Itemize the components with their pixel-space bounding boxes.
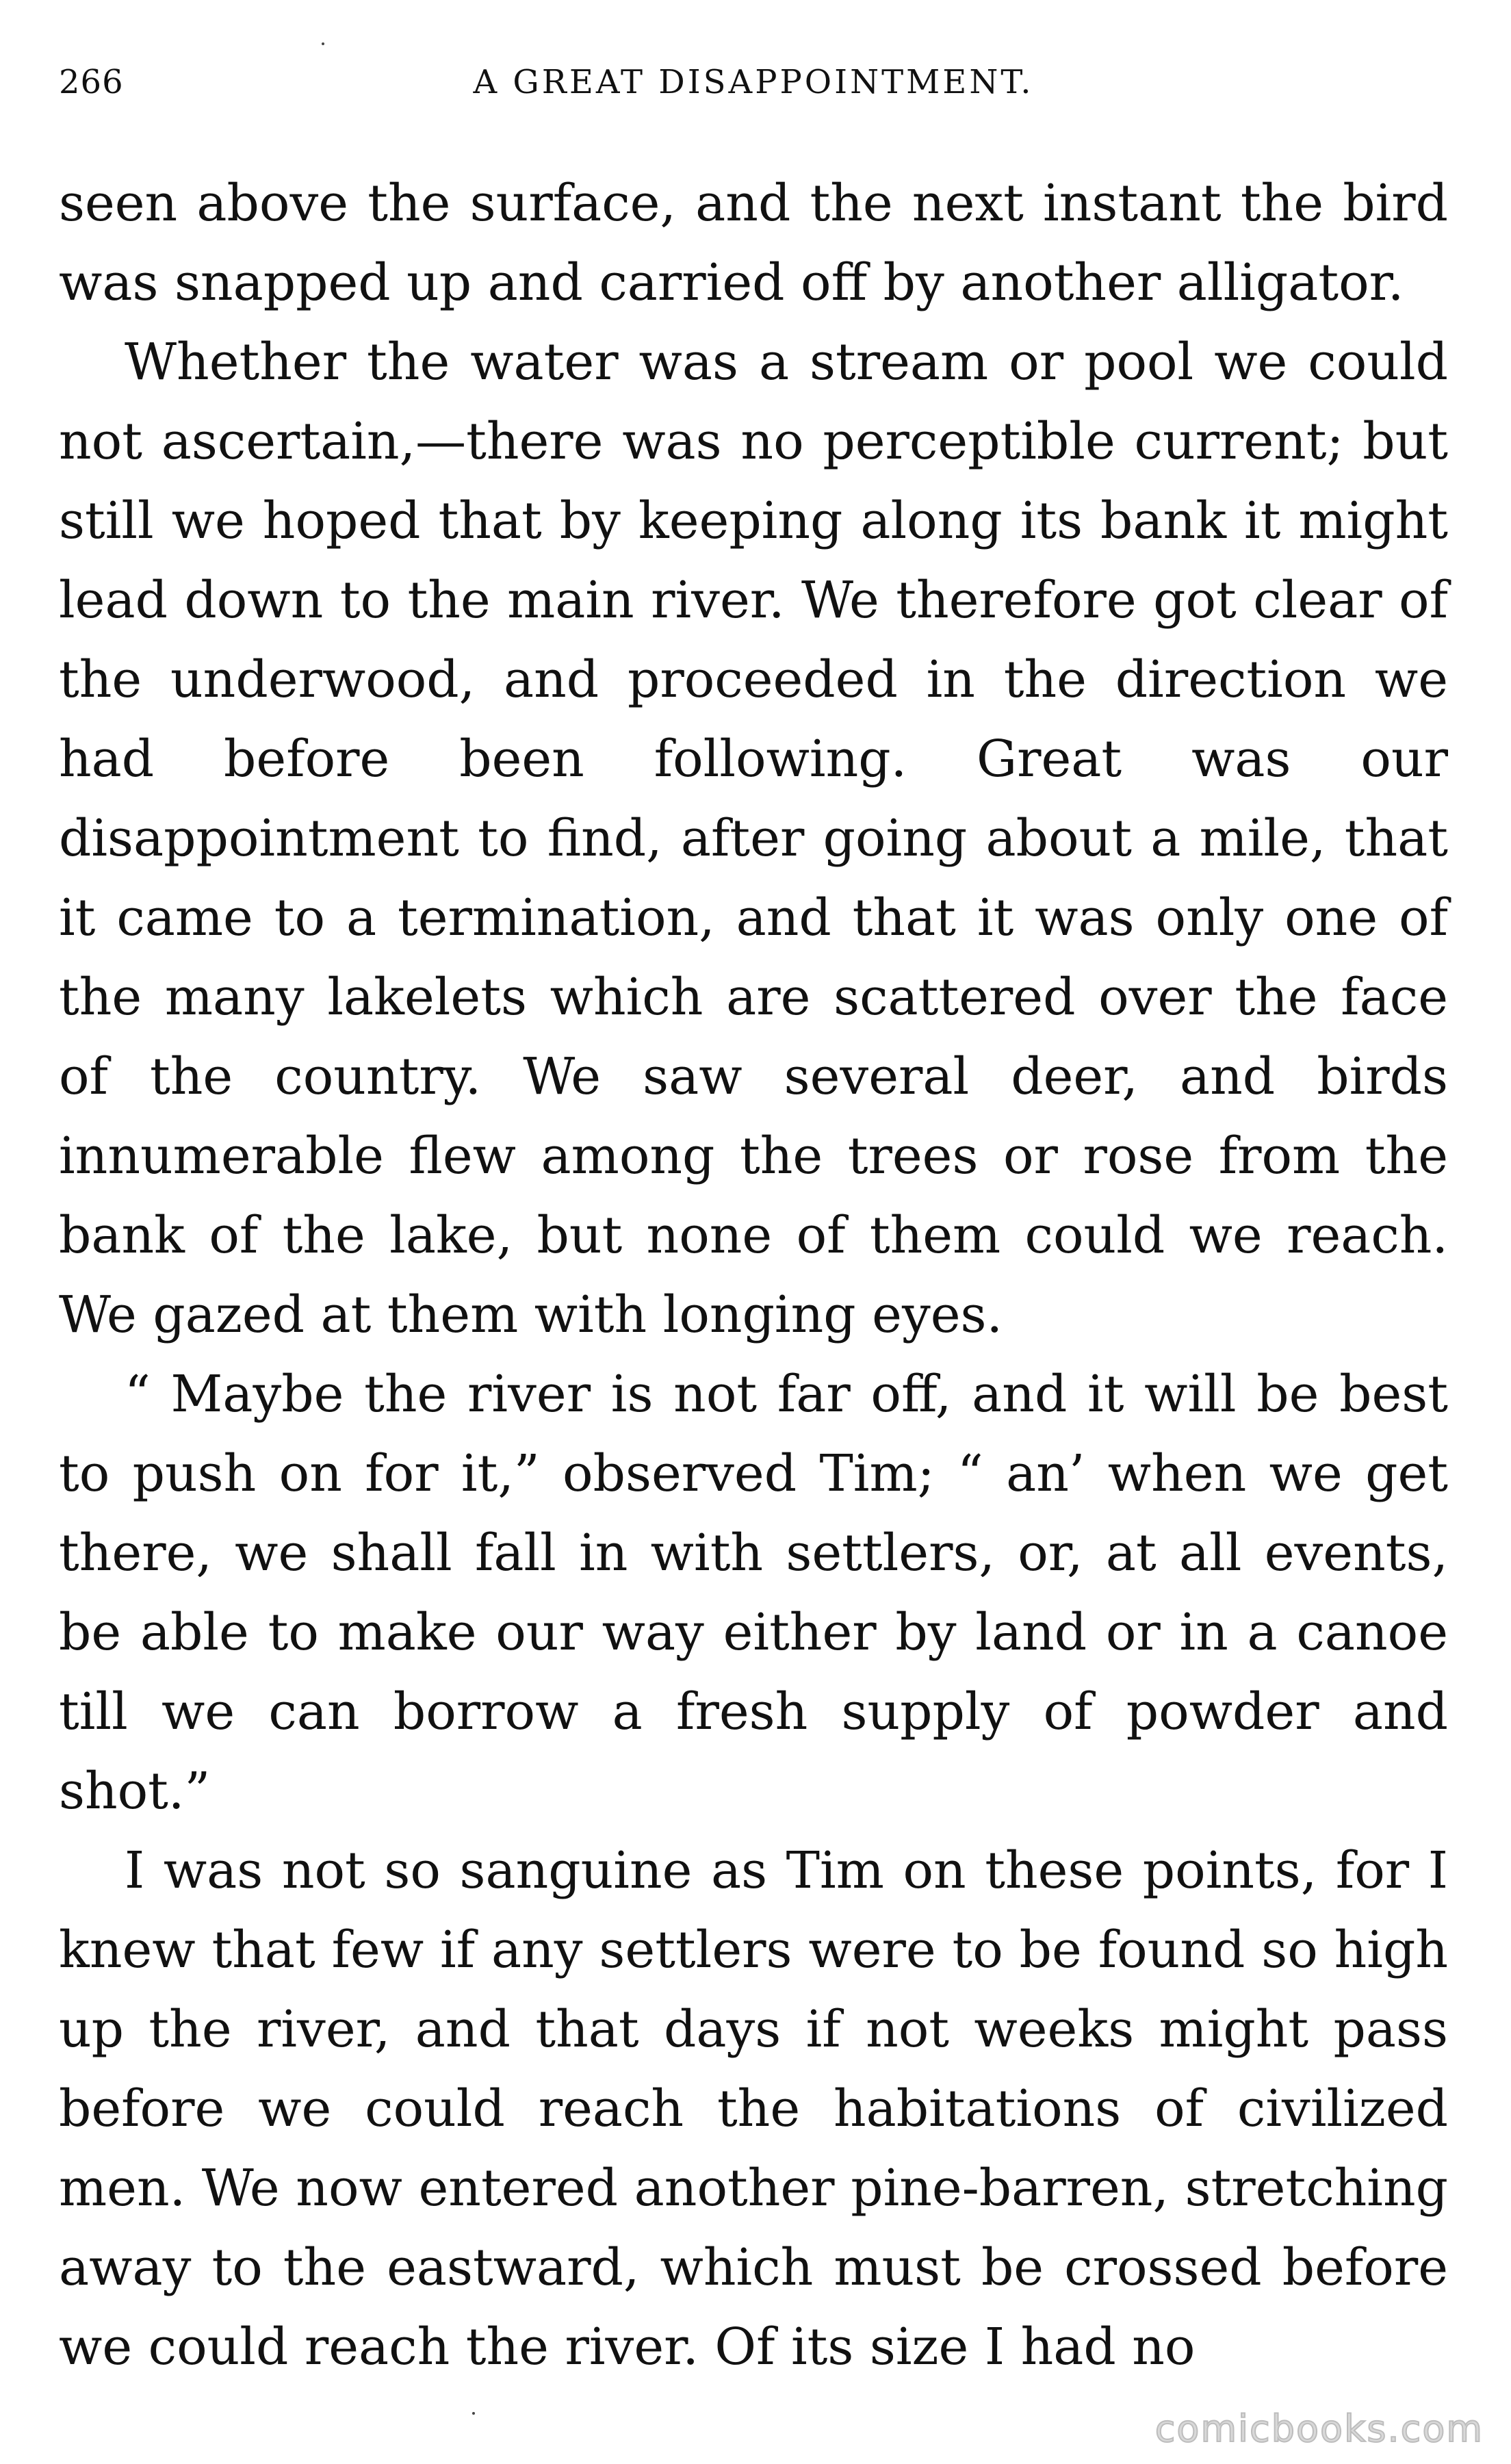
page-header: [59, 58, 1448, 106]
page-number: 266: [59, 63, 124, 101]
paragraph-3: “ Maybe the river is not far off, and it will be best to push on for it,” observed Tim; “ an’ when we get there, we shall fall in with settlers, or, at all events, be able to make our way either by land or in a canoe till we can borrow a fresh supply of powder and shot.”: [59, 1365, 1448, 1821]
body-text: [59, 164, 1448, 2387]
print-speck: [322, 42, 324, 45]
running-head: A GREAT DISAPPOINTMENT.: [473, 63, 1034, 101]
watermark: comicbooks.com: [1154, 2407, 1484, 2450]
paragraph-2: Whether the water was a stream or pool we could not ascertain,—there was no perceptible current; but still we hoped that by keeping along its bank it might lead down to the main river. We therefore got clear of the underwood, and proceeded in the direction we had before been following. Great was our disappointment to find, after going about a mile, that it came to a termination, and that it was only one of the many lakelets which are scattered over the face of the country. We saw several deer, and birds innumerable flew among the trees or rose from the bank of the lake, but none of them could we reach. We gazed at them with longing eyes.: [59, 333, 1448, 1344]
paragraph-4: I was not so sanguine as Tim on these points, for I knew that few if any settlers were to be found so high up the river, and that days if not weeks might pass before we could reach the habitations of civilized men. We now entered another pine-barren, stretching away to the eastward, which must be crossed before we could reach the river. Of its size I had no: [59, 1841, 1448, 2376]
paragraph-1: seen above the surface, and the next instant the bird was snapped up and carried off by another alligator.: [59, 174, 1448, 312]
print-speck: [472, 2412, 475, 2415]
